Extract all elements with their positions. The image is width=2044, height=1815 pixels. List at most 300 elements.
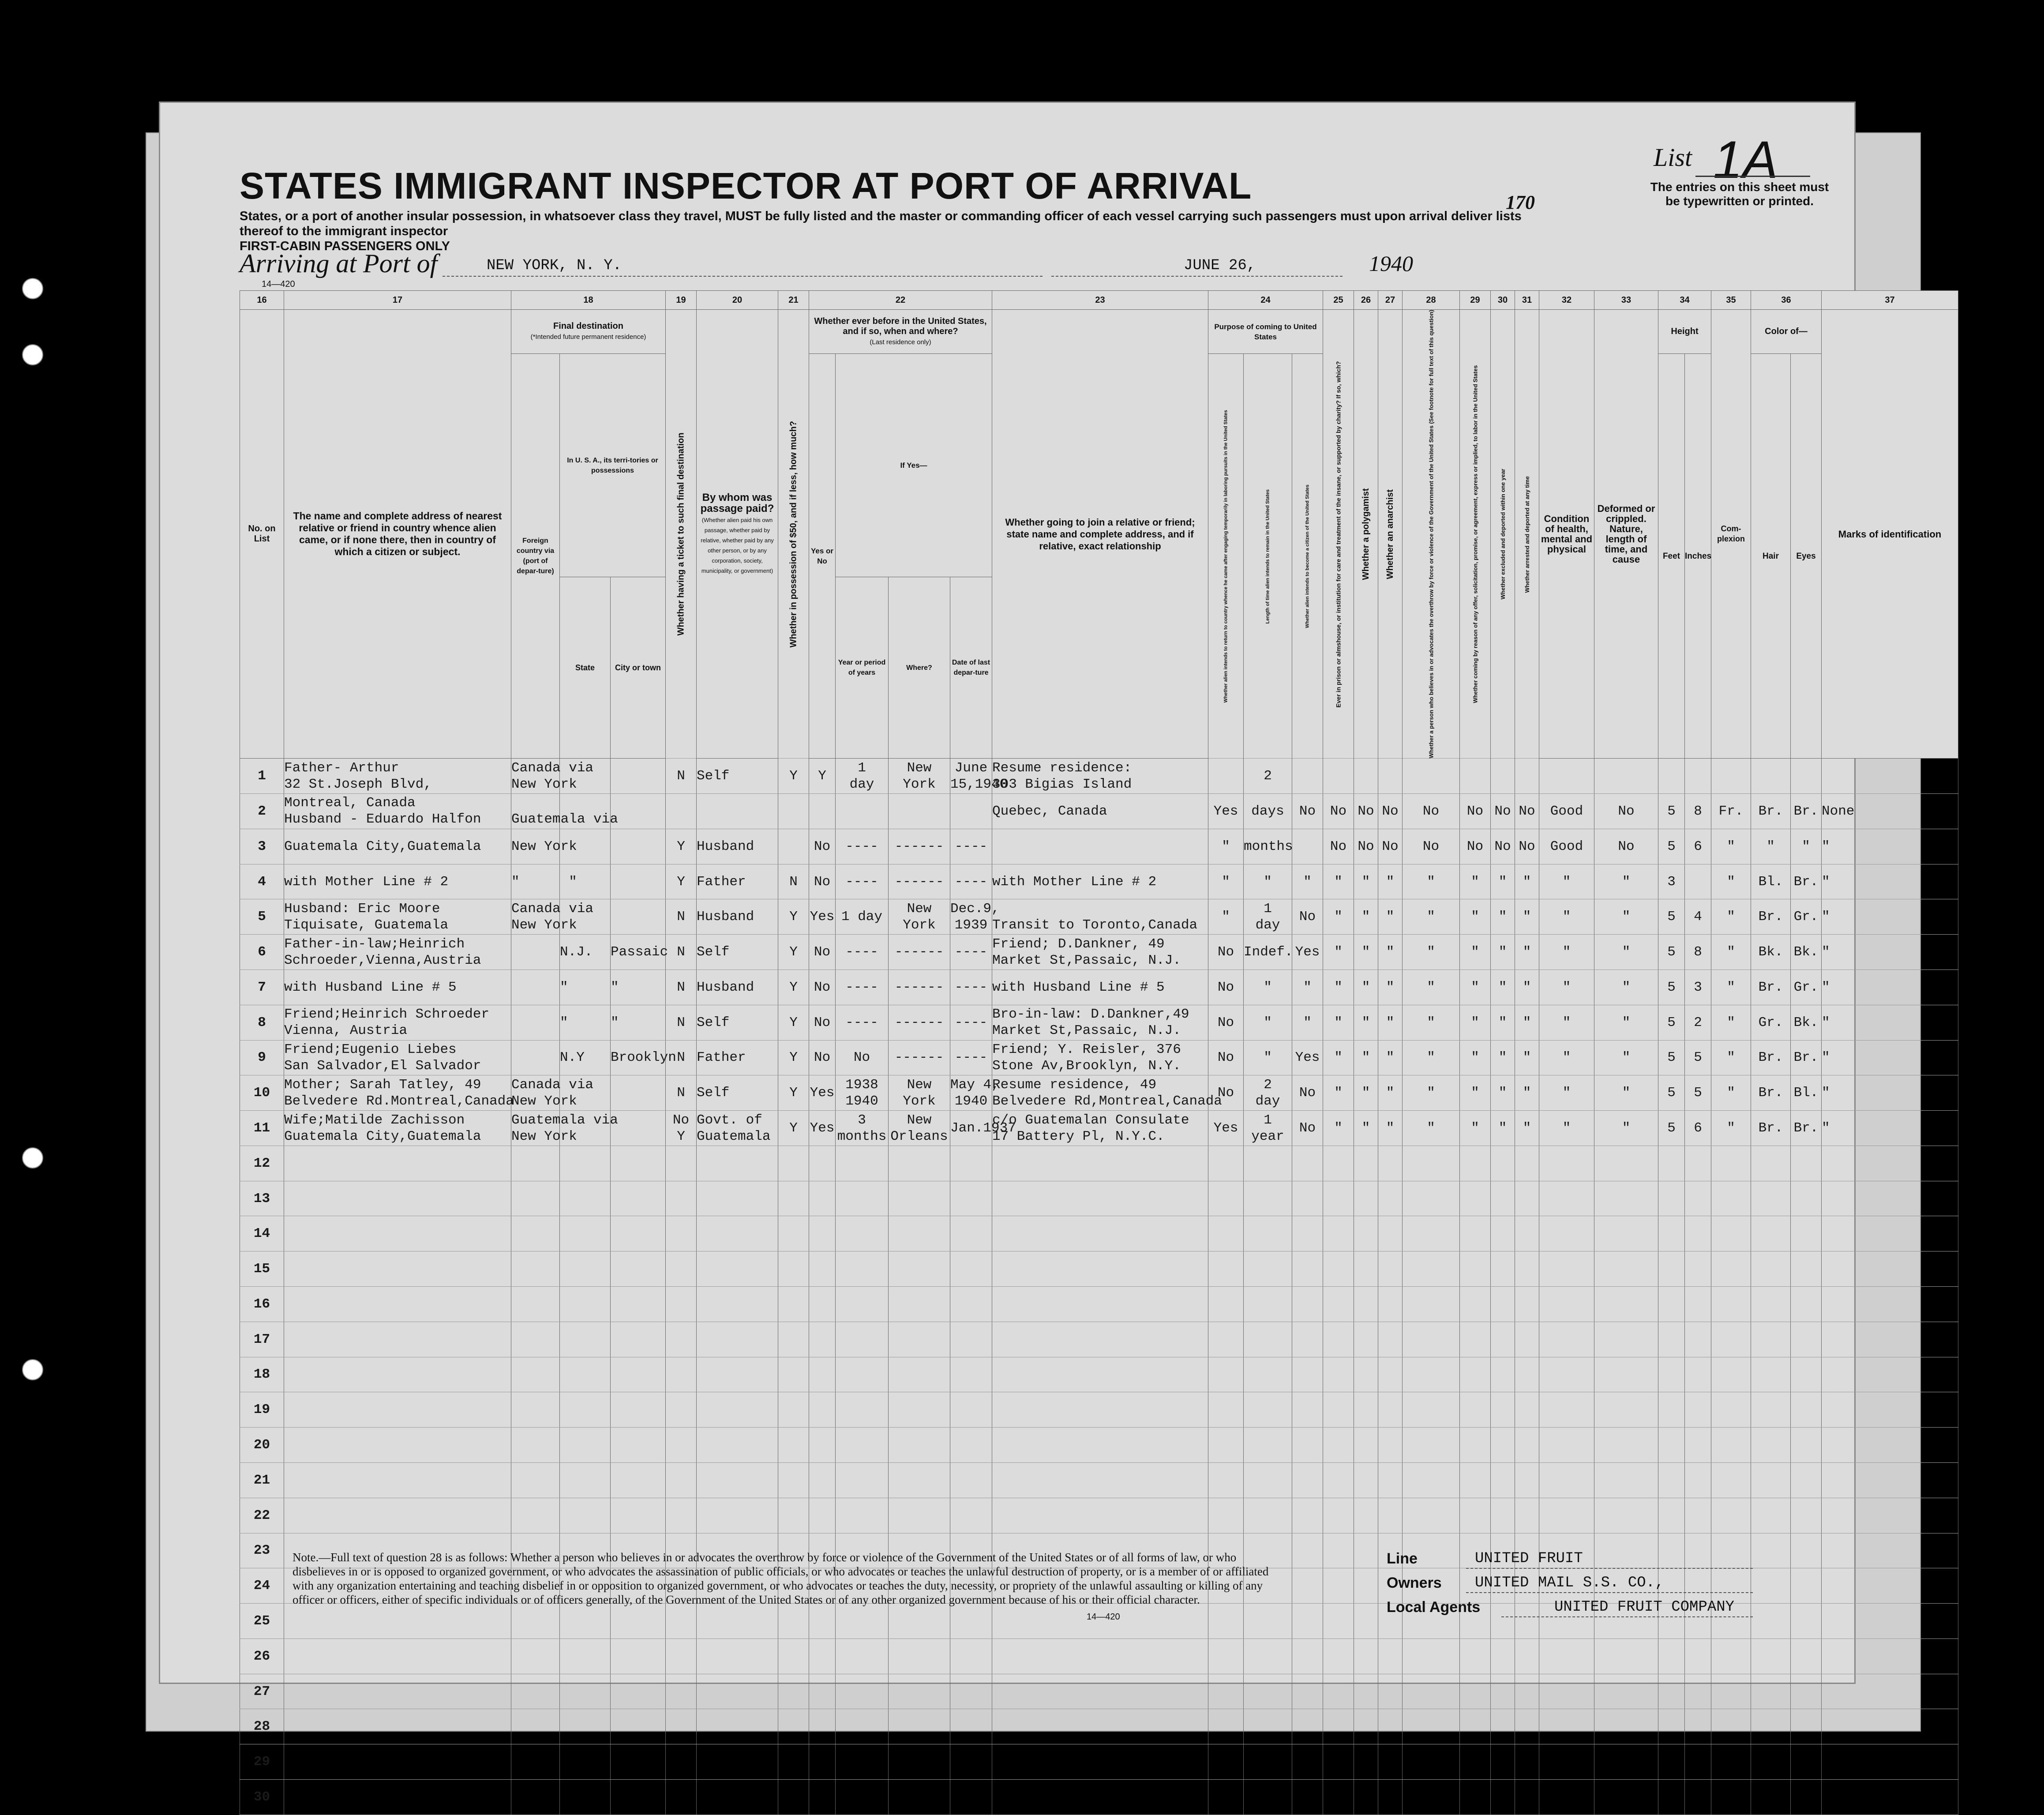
final-dest-sub: (*Intended future permanent residence) xyxy=(530,333,646,341)
cell-health xyxy=(1539,1462,1594,1498)
cell-q31: " xyxy=(1515,1075,1539,1111)
table-row xyxy=(240,1779,1958,1815)
cell-marks xyxy=(1822,1146,1958,1181)
cell-fifty: Y xyxy=(778,1040,809,1075)
cell-purpose-return xyxy=(1208,1146,1244,1181)
cell-polygamist xyxy=(1354,1709,1378,1744)
cell-purpose-return xyxy=(1208,1498,1244,1533)
col-relative: The name and complete address of nearest relative or friend in country whence alien came, or if none there, then in country of which a citizen or subject. xyxy=(284,310,511,759)
cell-hair xyxy=(1751,1392,1791,1428)
cell-passage-paid xyxy=(697,794,778,829)
cell-foreign-country: " " xyxy=(511,864,560,899)
cell-eyes xyxy=(1791,1604,1822,1639)
cell-before-yes-no xyxy=(809,1604,836,1639)
cell-state xyxy=(560,1146,611,1181)
cell-ticket xyxy=(666,1357,697,1392)
cell-q31: No xyxy=(1515,829,1539,864)
cell-foreign-country xyxy=(511,1216,560,1251)
cell-marks: " xyxy=(1822,1005,1958,1040)
cell-purpose-return: No xyxy=(1208,970,1244,1005)
cell-q30: " xyxy=(1491,970,1515,1005)
cell-where: ------ xyxy=(889,935,950,970)
cell-relative xyxy=(284,1638,511,1674)
cell-q28 xyxy=(1403,1638,1460,1674)
cell-city xyxy=(611,864,666,899)
cell-inches: 6 xyxy=(1685,1111,1711,1146)
cell-marks xyxy=(1822,1498,1958,1533)
cell-inches: 2 xyxy=(1685,1005,1711,1040)
cell-q30 xyxy=(1491,1322,1515,1357)
cell-fifty xyxy=(778,1674,809,1709)
cell-where: New York xyxy=(889,1075,950,1111)
cell-before-yes-no xyxy=(809,1322,836,1357)
cell-health: " xyxy=(1539,864,1594,899)
cell-deformed xyxy=(1594,1428,1658,1463)
cell-city xyxy=(611,1322,666,1357)
cell-before-yes-no xyxy=(809,1779,836,1815)
row-number: 4 xyxy=(240,864,284,899)
cell-q31 xyxy=(1515,1181,1539,1216)
cell-purpose-return xyxy=(1208,1779,1244,1815)
cell-inches: 8 xyxy=(1685,935,1711,970)
cell-fifty xyxy=(778,829,809,864)
cell-inches xyxy=(1685,1146,1711,1181)
cell-relative xyxy=(284,1744,511,1780)
cell-eyes xyxy=(1791,1287,1822,1322)
cell-fifty xyxy=(778,1216,809,1251)
row-number: 9 xyxy=(240,1040,284,1075)
cell-feet xyxy=(1658,1709,1685,1744)
cell-passage-paid: Husband xyxy=(697,970,778,1005)
cell-foreign-country xyxy=(511,1005,560,1040)
cell-where xyxy=(889,1744,950,1780)
cell-health xyxy=(1539,1779,1594,1815)
cell-passage-paid xyxy=(697,1604,778,1639)
col-height: Height xyxy=(1658,310,1711,354)
cell-fifty: Y xyxy=(778,1005,809,1040)
cell-complexion: " xyxy=(1711,1040,1751,1075)
cell-prison xyxy=(1323,1674,1354,1709)
cell-joining xyxy=(992,1357,1208,1392)
cell-anarchist: " xyxy=(1378,1075,1403,1111)
table-row xyxy=(240,794,1958,829)
table-row xyxy=(240,1181,1958,1216)
cell-anarchist: " xyxy=(1378,935,1403,970)
cell-marks xyxy=(1822,1322,1958,1357)
before-title: Whether ever before in the United States, and if so, when and where? xyxy=(814,316,987,336)
cell-polygamist xyxy=(1354,1638,1378,1674)
cell-joining xyxy=(992,1462,1208,1498)
cell-q31 xyxy=(1515,759,1539,794)
cell-prison xyxy=(1323,759,1354,794)
cell-polygamist xyxy=(1354,1216,1378,1251)
cell-before-yes-no xyxy=(809,794,836,829)
cell-prison xyxy=(1323,1146,1354,1181)
cell-complexion xyxy=(1711,1568,1751,1604)
col-feet: Feet xyxy=(1658,354,1685,759)
cell-date-departure xyxy=(950,1251,992,1287)
cell-passage-paid: Self xyxy=(697,935,778,970)
cell-city xyxy=(611,899,666,935)
cell-city xyxy=(611,1181,666,1216)
cell-feet xyxy=(1658,1428,1685,1463)
cell-deformed xyxy=(1594,1779,1658,1815)
cell-eyes: Br. xyxy=(1791,1040,1822,1075)
cell-inches xyxy=(1685,1322,1711,1357)
cell-prison: " xyxy=(1323,864,1354,899)
cell-eyes: Bk. xyxy=(1791,1005,1822,1040)
cell-state: N.J. xyxy=(560,935,611,970)
cell-eyes xyxy=(1791,1568,1822,1604)
table-row xyxy=(240,1005,1958,1040)
cell-feet: 5 xyxy=(1658,794,1685,829)
cell-fifty: Y xyxy=(778,935,809,970)
cell-citizen-intent xyxy=(1292,1744,1323,1780)
row-number: 6 xyxy=(240,935,284,970)
cell-date-departure xyxy=(950,1674,992,1709)
cell-date-departure: Dec.9, 1939 xyxy=(950,899,992,935)
cell-feet xyxy=(1658,1322,1685,1357)
cell-q30: " xyxy=(1491,899,1515,935)
cell-deformed: " xyxy=(1594,1040,1658,1075)
cell-feet xyxy=(1658,1392,1685,1428)
cell-marks xyxy=(1822,1357,1958,1392)
cell-q29 xyxy=(1460,1146,1491,1181)
cell-q30: " xyxy=(1491,864,1515,899)
row-number: 1 xyxy=(240,759,284,794)
cell-fifty xyxy=(778,1709,809,1744)
cell-anarchist xyxy=(1378,1744,1403,1780)
cell-joining: with Husband Line # 5 xyxy=(992,970,1208,1005)
cell-passage-paid xyxy=(697,1674,778,1709)
cell-hair xyxy=(1751,1533,1791,1568)
cell-q30 xyxy=(1491,1251,1515,1287)
cell-where: New York xyxy=(889,899,950,935)
cell-deformed: " xyxy=(1594,1075,1658,1111)
cell-relative xyxy=(284,1181,511,1216)
cell-polygamist: " xyxy=(1354,935,1378,970)
cell-joining: Friend; D.Dankner, 49 Market St,Passaic, N.J. xyxy=(992,935,1208,970)
col-number: 21 xyxy=(778,291,809,310)
cell-q30 xyxy=(1491,1146,1515,1181)
cell-inches: 8 xyxy=(1685,794,1711,829)
cell-ticket xyxy=(666,1744,697,1780)
col-number: 36 xyxy=(1751,291,1822,310)
cell-marks: " xyxy=(1822,864,1958,899)
cell-inches xyxy=(1685,1709,1711,1744)
cell-hair xyxy=(1751,1428,1791,1463)
cell-complexion: " xyxy=(1711,970,1751,1005)
cell-ticket xyxy=(666,1674,697,1709)
cell-relative xyxy=(284,1462,511,1498)
cell-where: ------ xyxy=(889,1005,950,1040)
cell-q28: " xyxy=(1403,1111,1460,1146)
row-number: 28 xyxy=(240,1709,284,1744)
cell-state xyxy=(560,1428,611,1463)
cell-foreign-country xyxy=(511,1251,560,1287)
cell-purpose-return xyxy=(1208,759,1244,794)
cell-complexion: " xyxy=(1711,1111,1751,1146)
col-health: Condition of health, mental and physical xyxy=(1539,310,1594,759)
cell-eyes: Br. xyxy=(1791,864,1822,899)
cell-passage-paid xyxy=(697,1357,778,1392)
cell-year-period: ---- xyxy=(836,970,889,1005)
cell-citizen-intent xyxy=(1292,1181,1323,1216)
col-number: 27 xyxy=(1378,291,1403,310)
cell-where xyxy=(889,1181,950,1216)
cell-passage-paid xyxy=(697,1498,778,1533)
cell-complexion: " xyxy=(1711,864,1751,899)
cell-passage-paid xyxy=(697,1779,778,1815)
cell-anarchist xyxy=(1378,1674,1403,1709)
cell-q29: " xyxy=(1460,864,1491,899)
cell-citizen-intent xyxy=(1292,1322,1323,1357)
col-number: 17 xyxy=(284,291,511,310)
cell-date-departure xyxy=(950,1287,992,1322)
cell-length-of-stay xyxy=(1244,1428,1292,1463)
cell-state xyxy=(560,1498,611,1533)
cell-state xyxy=(560,1357,611,1392)
row-number: 29 xyxy=(240,1744,284,1780)
cell-eyes xyxy=(1791,1392,1822,1428)
cell-deformed: " xyxy=(1594,899,1658,935)
cell-eyes xyxy=(1791,1251,1822,1287)
cell-year-period: ---- xyxy=(836,829,889,864)
cell-state xyxy=(560,1709,611,1744)
cell-complexion xyxy=(1711,1674,1751,1709)
cell-inches: 5 xyxy=(1685,1040,1711,1075)
cell-prison: No xyxy=(1323,794,1354,829)
cell-prison xyxy=(1323,1533,1354,1568)
cell-eyes: Bl. xyxy=(1791,1075,1822,1111)
cell-q31 xyxy=(1515,1674,1539,1709)
cell-health xyxy=(1539,1216,1594,1251)
cell-marks xyxy=(1822,1674,1958,1709)
cell-year-period xyxy=(836,1392,889,1428)
arriving-label: Arriving at Port of xyxy=(240,249,438,278)
cell-marks xyxy=(1822,1604,1958,1639)
cell-state xyxy=(560,1604,611,1639)
cell-polygamist xyxy=(1354,1251,1378,1287)
cell-q29: " xyxy=(1460,1111,1491,1146)
cell-anarchist xyxy=(1378,1709,1403,1744)
col-number: 31 xyxy=(1515,291,1539,310)
cell-purpose-return xyxy=(1208,1251,1244,1287)
cell-hair xyxy=(1751,1251,1791,1287)
cell-where: ------ xyxy=(889,970,950,1005)
cell-ticket: Y xyxy=(666,829,697,864)
cell-foreign-country: Canada via New York xyxy=(511,899,560,935)
cell-deformed xyxy=(1594,1251,1658,1287)
cell-feet: 3 xyxy=(1658,864,1685,899)
cell-joining: c/o Guatemalan Consulate 17 Battery Pl, N.Y.C. xyxy=(992,1111,1208,1146)
cell-deformed xyxy=(1594,1462,1658,1498)
footnote-form-number: 14—420 xyxy=(1087,1612,1120,1622)
cell-date-departure xyxy=(950,1181,992,1216)
cell-city xyxy=(611,1779,666,1815)
row-number: 2 xyxy=(240,794,284,829)
cell-state xyxy=(560,1392,611,1428)
cell-marks: " xyxy=(1822,1040,1958,1075)
cell-q28: " xyxy=(1403,864,1460,899)
cell-anarchist xyxy=(1378,1357,1403,1392)
cell-where xyxy=(889,1709,950,1744)
cell-ticket xyxy=(666,1146,697,1181)
col-number: 34 xyxy=(1658,291,1711,310)
cell-q29: " xyxy=(1460,1040,1491,1075)
cell-q31 xyxy=(1515,1498,1539,1533)
cell-relative: Guatemala City,Guatemala xyxy=(284,829,511,864)
cell-inches xyxy=(1685,1357,1711,1392)
col-purpose-c: Whether alien intends to become a citizen of the United States xyxy=(1292,354,1323,759)
cell-purpose-return: Yes xyxy=(1208,794,1244,829)
cell-citizen-intent xyxy=(1292,1357,1323,1392)
cell-anarchist: " xyxy=(1378,1040,1403,1075)
cell-marks xyxy=(1822,1392,1958,1428)
cell-ticket xyxy=(666,1287,697,1322)
cell-citizen-intent xyxy=(1292,1462,1323,1498)
cell-anarchist: " xyxy=(1378,899,1403,935)
row-number: 7 xyxy=(240,970,284,1005)
cell-year-period xyxy=(836,794,889,829)
cell-date-departure: ---- xyxy=(950,1005,992,1040)
cell-foreign-country xyxy=(511,1392,560,1428)
cell-before-yes-no: No xyxy=(809,829,836,864)
cell-polygamist xyxy=(1354,1779,1378,1815)
row-number: 25 xyxy=(240,1604,284,1639)
cell-length-of-stay xyxy=(1244,1744,1292,1780)
col-passage xyxy=(697,310,778,759)
cell-foreign-country xyxy=(511,1498,560,1533)
cell-anarchist xyxy=(1378,1779,1403,1815)
cell-q31 xyxy=(1515,1638,1539,1674)
cell-city xyxy=(611,1287,666,1322)
cell-q28: " xyxy=(1403,1040,1460,1075)
cell-inches xyxy=(1685,1181,1711,1216)
cell-complexion xyxy=(1711,1638,1751,1674)
cell-hair xyxy=(1751,1709,1791,1744)
cell-polygamist xyxy=(1354,1533,1378,1568)
cell-length-of-stay xyxy=(1244,1779,1292,1815)
cell-before-yes-no: No xyxy=(809,970,836,1005)
cell-length-of-stay xyxy=(1244,1181,1292,1216)
cell-date-departure: ---- xyxy=(950,864,992,899)
cell-joining xyxy=(992,1251,1208,1287)
row-number: 16 xyxy=(240,1287,284,1322)
document-title: STATES IMMIGRANT INSPECTOR AT PORT OF ARRIVAL xyxy=(240,165,1252,207)
cell-citizen-intent: No xyxy=(1292,1075,1323,1111)
table-row xyxy=(240,1498,1958,1533)
cell-before-yes-no xyxy=(809,1392,836,1428)
cell-year-period xyxy=(836,1709,889,1744)
cell-passage-paid: Self xyxy=(697,1005,778,1040)
cell-where xyxy=(889,1392,950,1428)
cell-citizen-intent xyxy=(1292,1498,1323,1533)
col-number: 28 xyxy=(1403,291,1460,310)
cell-q30 xyxy=(1491,1181,1515,1216)
col-anarchist: Whether an anarchist xyxy=(1378,310,1403,759)
cell-joining: with Mother Line # 2 xyxy=(992,864,1208,899)
cell-q30 xyxy=(1491,1744,1515,1780)
cell-fifty: Y xyxy=(778,899,809,935)
cell-q29: " xyxy=(1460,970,1491,1005)
col-q30: Whether excluded and deported within one year xyxy=(1491,310,1515,759)
cell-fifty xyxy=(778,1604,809,1639)
cell-q28: " xyxy=(1403,970,1460,1005)
cell-passage-paid: Father xyxy=(697,1040,778,1075)
cell-q29 xyxy=(1460,1216,1491,1251)
cell-joining xyxy=(992,1709,1208,1744)
cell-eyes xyxy=(1791,759,1822,794)
cell-polygamist: " xyxy=(1354,1111,1378,1146)
cell-citizen-intent xyxy=(1292,1287,1323,1322)
cell-health xyxy=(1539,1428,1594,1463)
cell-complexion xyxy=(1711,1392,1751,1428)
cell-ticket xyxy=(666,1498,697,1533)
cell-foreign-country xyxy=(511,935,560,970)
cell-complexion xyxy=(1711,1498,1751,1533)
cell-inches xyxy=(1685,1674,1711,1709)
cell-city xyxy=(611,1674,666,1709)
table-row xyxy=(240,1075,1958,1111)
cell-citizen-intent: " xyxy=(1292,970,1323,1005)
cell-length-of-stay: " xyxy=(1244,970,1292,1005)
cell-deformed: No xyxy=(1594,829,1658,864)
cell-date-departure xyxy=(950,1709,992,1744)
cell-fifty xyxy=(778,1357,809,1392)
cell-inches xyxy=(1685,1568,1711,1604)
table-row xyxy=(240,1709,1958,1744)
cell-citizen-intent: Yes xyxy=(1292,935,1323,970)
column-number-row xyxy=(240,291,1958,310)
cell-purpose-return xyxy=(1208,1709,1244,1744)
cell-citizen-intent xyxy=(1292,1216,1323,1251)
cell-hair: Br. xyxy=(1751,1075,1791,1111)
cell-complexion xyxy=(1711,1322,1751,1357)
cell-polygamist xyxy=(1354,1322,1378,1357)
cell-deformed xyxy=(1594,1498,1658,1533)
cell-before-yes-no xyxy=(809,1146,836,1181)
cell-relative xyxy=(284,1216,511,1251)
cell-marks xyxy=(1822,759,1958,794)
cell-health xyxy=(1539,1146,1594,1181)
table-row xyxy=(240,1392,1958,1428)
cell-passage-paid xyxy=(697,1146,778,1181)
cell-purpose-return xyxy=(1208,1674,1244,1709)
binder-hole xyxy=(22,344,43,365)
row-number: 3 xyxy=(240,829,284,864)
cell-hair xyxy=(1751,1638,1791,1674)
cell-q31: " xyxy=(1515,1040,1539,1075)
cell-before-yes-no xyxy=(809,1638,836,1674)
cell-year-period xyxy=(836,1322,889,1357)
cell-polygamist xyxy=(1354,1462,1378,1498)
cell-feet: 5 xyxy=(1658,1075,1685,1111)
cell-ticket xyxy=(666,1322,697,1357)
cell-where xyxy=(889,1322,950,1357)
cell-health xyxy=(1539,1744,1594,1780)
cell-feet: 5 xyxy=(1658,1005,1685,1040)
cell-relative xyxy=(284,1498,511,1533)
cell-city xyxy=(611,1357,666,1392)
col-deformed: Deformed or crippled. Nature, length of time, and cause xyxy=(1594,310,1658,759)
cell-relative: Friend;Heinrich Schroeder Vienna, Austria xyxy=(284,1005,511,1040)
cell-q29 xyxy=(1460,1779,1491,1815)
cell-hair xyxy=(1751,1216,1791,1251)
cell-foreign-country xyxy=(511,1040,560,1075)
cell-length-of-stay xyxy=(1244,1287,1292,1322)
cell-eyes: " xyxy=(1791,829,1822,864)
